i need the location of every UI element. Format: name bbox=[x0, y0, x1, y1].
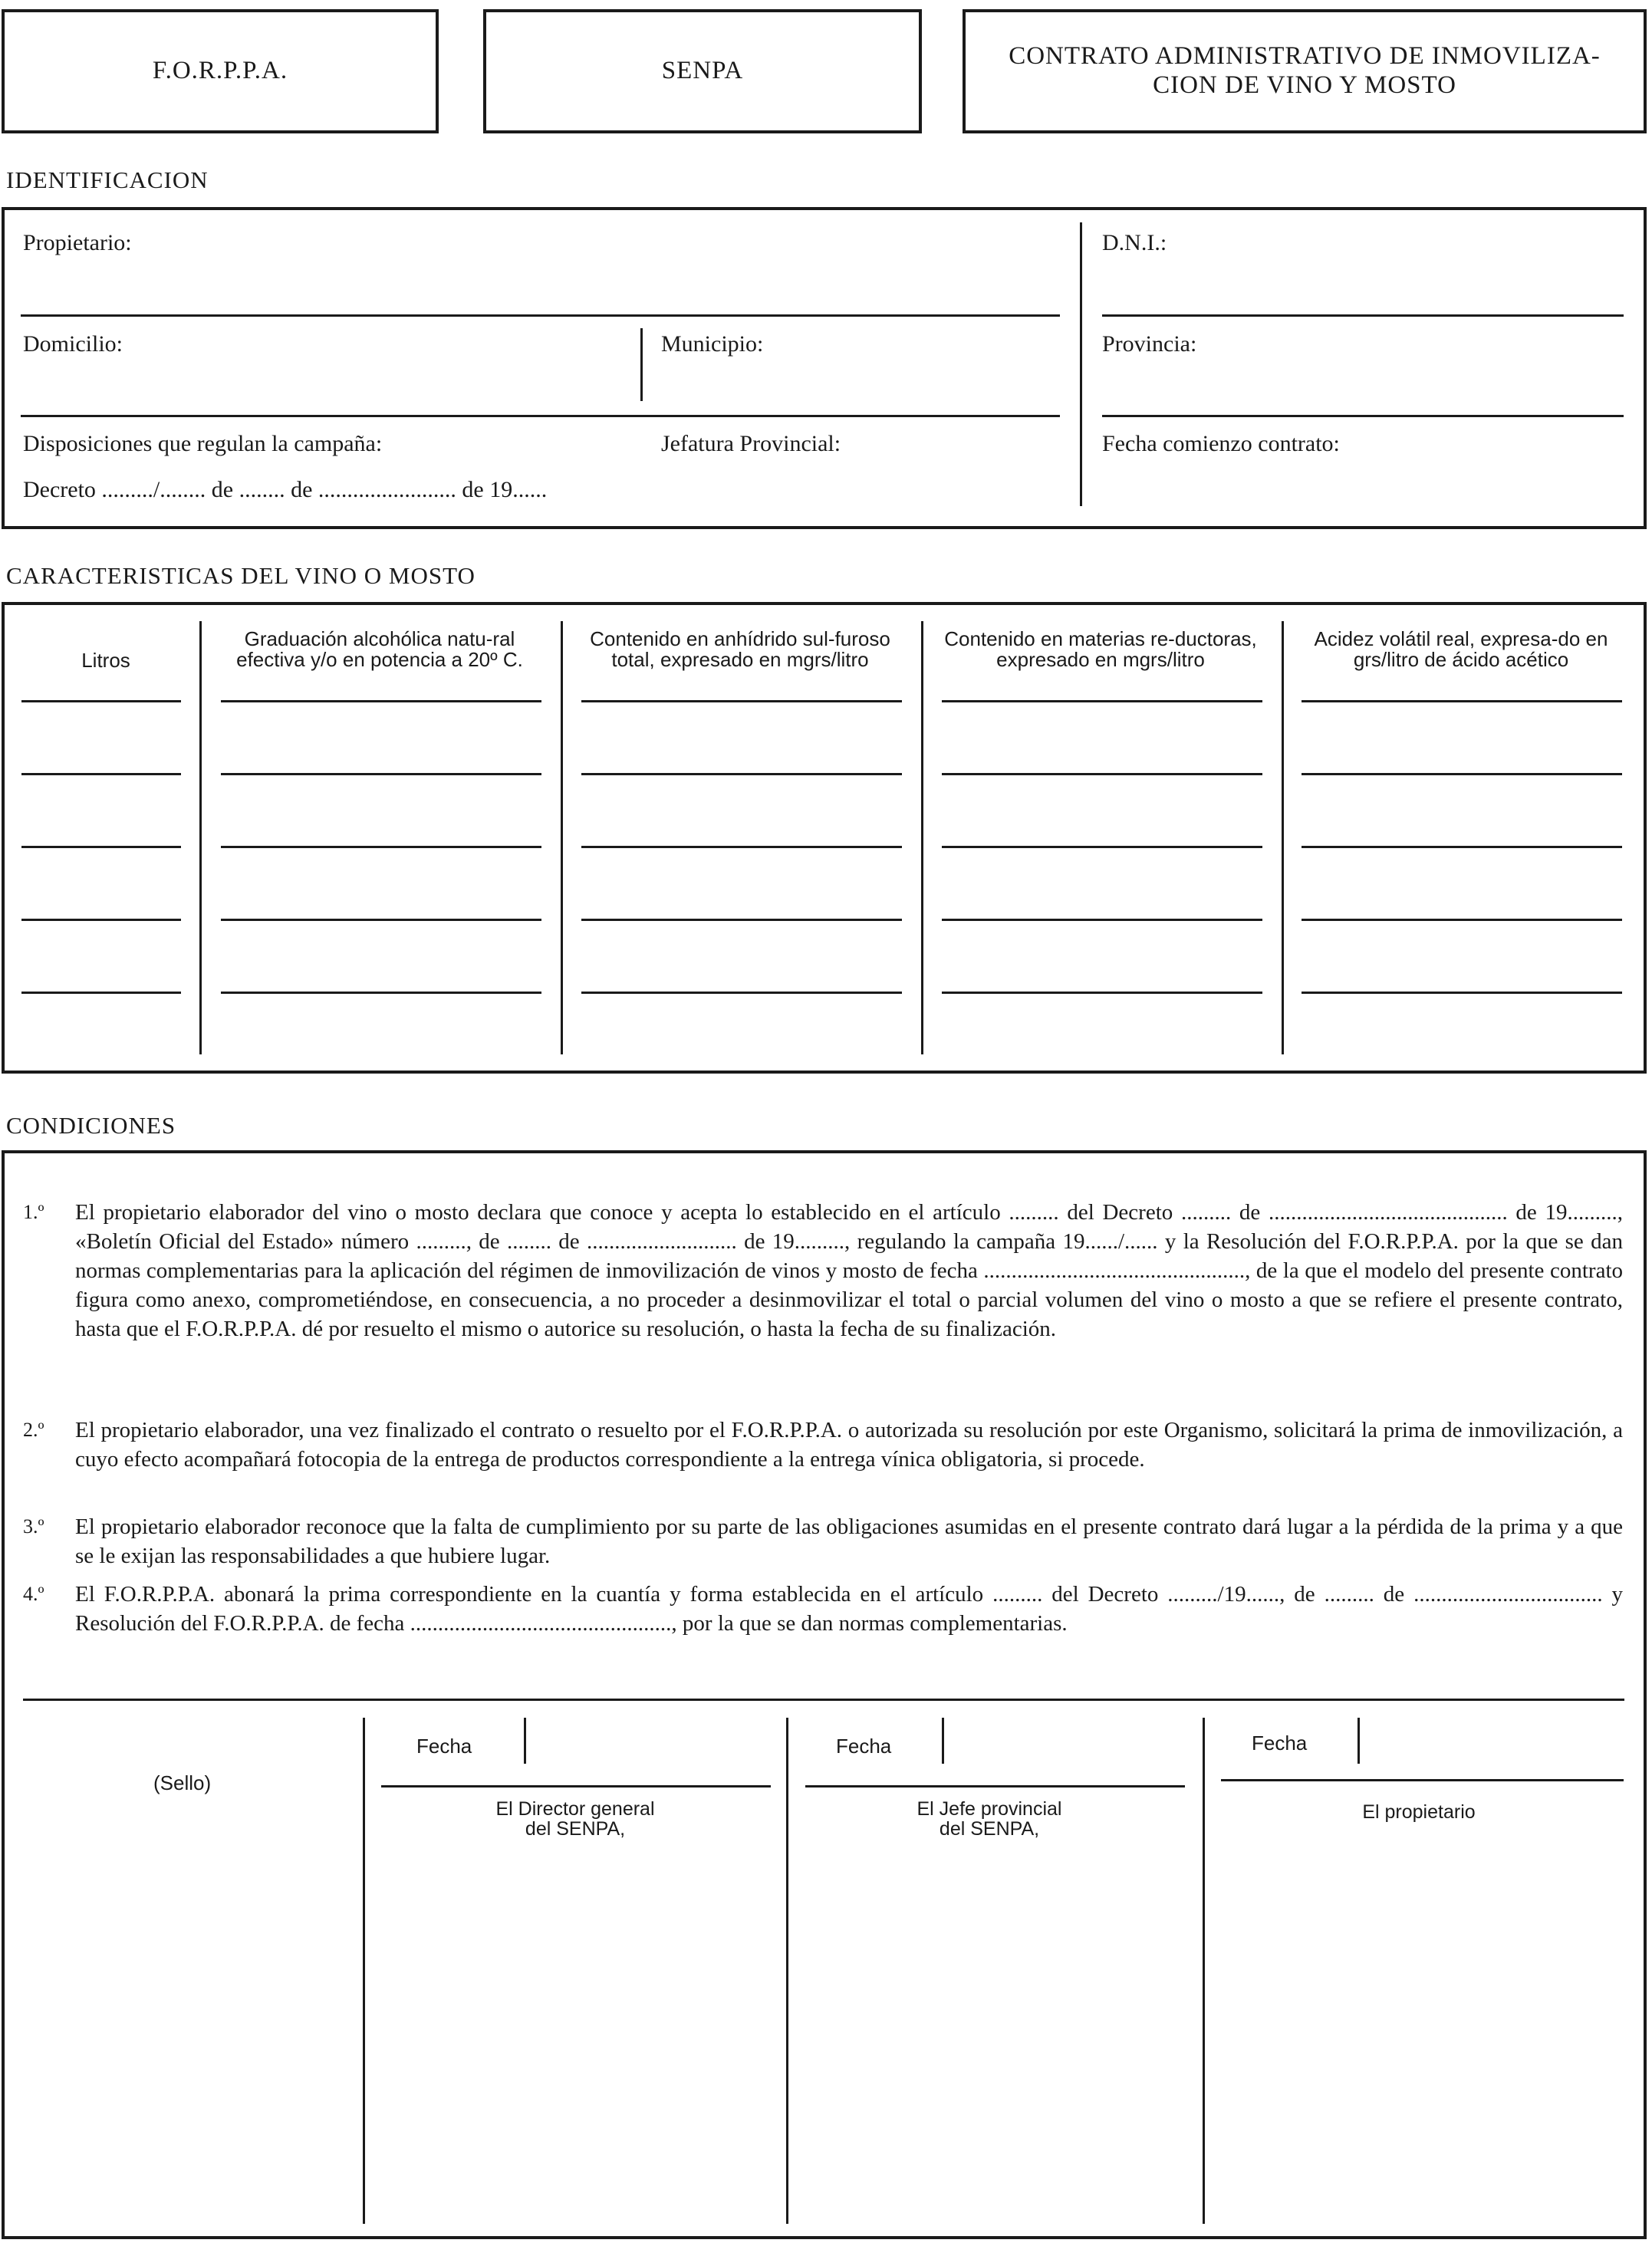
char-row5-acidez[interactable] bbox=[1302, 992, 1622, 994]
jefe-title-line2: del SENPA, bbox=[939, 1818, 1040, 1840]
col-header-graduacion: Graduación alcohólica natu-ral efectiva y/o en potencia a 20º C. bbox=[236, 627, 523, 671]
header-box-senpa bbox=[483, 9, 922, 133]
director-fecha-line[interactable] bbox=[381, 1785, 771, 1787]
caracteristicas-title: CARACTERISTICAS DEL VINO O MOSTO bbox=[6, 562, 476, 589]
propietario-field-line[interactable] bbox=[21, 314, 1060, 317]
signature-area-top-rule bbox=[23, 1699, 1624, 1701]
director-signature-label bbox=[429, 1799, 721, 1840]
char-row2-materias[interactable] bbox=[942, 773, 1262, 775]
jefe-fecha-tick bbox=[942, 1718, 944, 1764]
char-col-divider-4 bbox=[1282, 621, 1284, 1054]
jefe-fecha-line[interactable] bbox=[805, 1785, 1185, 1787]
dni-label: D.N.I.: bbox=[1102, 230, 1167, 255]
municipio-label: Municipio: bbox=[661, 331, 764, 357]
sello-label: (Sello) bbox=[153, 1771, 212, 1794]
director-fecha-label: Fecha bbox=[416, 1735, 472, 1758]
condition-2-number: 2.º bbox=[23, 1419, 44, 1441]
char-row5-graduacion[interactable] bbox=[221, 992, 541, 994]
condition-3-number: 3.º bbox=[23, 1515, 44, 1538]
domicilio-field-line[interactable] bbox=[21, 415, 1060, 417]
provincia-label: Provincia: bbox=[1102, 331, 1197, 357]
condition-2-text: El propietario elaborador, una vez finalizado el contrato o resuelto por el F.O.R.P.P.A. o autorizada su resolución por este Organismo, solicitará la prima de inmovilización, a cuyo efecto acompañará fotocopia de la entrega de productos correspondiente a la entrega vínica obligatoria, si procede. bbox=[75, 1418, 1623, 1472]
char-row4-acidez[interactable] bbox=[1302, 919, 1622, 921]
provincia-field-line[interactable] bbox=[1102, 415, 1624, 417]
col-header-anhidrido: Contenido en anhídrido sul-furoso total, expresado en mgrs/litro bbox=[590, 627, 890, 671]
header-contrato-line2: CION DE VINO Y MOSTO bbox=[1153, 71, 1456, 99]
signature-divider-1 bbox=[363, 1718, 365, 2224]
char-row4-anhidrido[interactable] bbox=[581, 919, 902, 921]
director-title-line2: del SENPA, bbox=[525, 1818, 626, 1840]
condition-1-text: El propietario elaborador del vino o mosto declara que conoce y acepta lo establecido en el artículo ......... del Decreto ......... de ........................................... de 19........., «Boletín Oficial del Estado» número ........., de ........ de ........................... de 19........., regulando la campaña 19....../...... y la Resolución del F.O.R.P.P.A. por la que se dan normas complementarias para la aplicación del régimen de inmovilización de vinos y mosto de fecha ..............................................., de la que el modelo del presente contrato figura como anexo, comprometiéndose, en consecuencia, a no proceder a desinmovilizar el total o parcial volumen del vino o mosto a que se refiere el presente contrato, hasta que el F.O.R.P.P.A. dé por resuelto el mismo o autorice su resolución, o hasta la fecha de su finalización. bbox=[75, 1200, 1623, 1341]
char-row4-litros[interactable] bbox=[21, 919, 181, 921]
identificacion-column-divider bbox=[1080, 222, 1082, 506]
header-senpa-label: SENPA bbox=[661, 57, 744, 85]
header-box-forppa bbox=[2, 9, 439, 133]
propietario-label: Propietario: bbox=[23, 230, 132, 255]
director-fecha-tick bbox=[524, 1718, 526, 1764]
propietario-fecha-tick bbox=[1357, 1718, 1360, 1764]
identificacion-title: IDENTIFICACION bbox=[6, 166, 209, 193]
jefe-fecha-label: Fecha bbox=[836, 1735, 892, 1758]
condition-1-number: 1.º bbox=[23, 1201, 44, 1223]
col-header-acidez: Acidez volátil real, expresa-do en grs/litro de ácido acético bbox=[1314, 627, 1608, 671]
dni-field-line[interactable] bbox=[1102, 314, 1624, 317]
jefe-title-line1: El Jefe provincial bbox=[916, 1798, 1062, 1820]
char-row1-anhidrido[interactable] bbox=[581, 700, 902, 702]
decreto-line[interactable]: Decreto ........./........ de ........ de ........................ de 19...... bbox=[23, 477, 548, 502]
char-row5-anhidrido[interactable] bbox=[581, 992, 902, 994]
fecha-comienzo-label: Fecha comienzo contrato: bbox=[1102, 431, 1340, 456]
jefatura-label: Jefatura Provincial: bbox=[661, 431, 841, 456]
condition-4-text: El F.O.R.P.P.A. abonará la prima correspondiente en la cuantía y forma establecida en el artículo ......... del Decreto ........./19......, de ......... de .................................. y Resolución del F.O.R.P.P.A. de fecha ..............................................., por la que se dan normas complementarias. bbox=[75, 1582, 1623, 1636]
condition-3-text: El propietario elaborador reconoce que la falta de cumplimiento por su parte de las obligaciones asumidas en el presente contrato dará lugar a la pérdida de la prima y a que se le exijan las responsabilidades a que hubiere lugar. bbox=[75, 1515, 1623, 1568]
char-row1-materias[interactable] bbox=[942, 700, 1262, 702]
condiciones-title: CONDICIONES bbox=[6, 1112, 176, 1139]
char-row2-graduacion[interactable] bbox=[221, 773, 541, 775]
char-col-divider-3 bbox=[921, 621, 923, 1054]
header-box-contrato bbox=[963, 9, 1647, 133]
caracteristicas-box bbox=[2, 602, 1647, 1074]
char-row3-materias[interactable] bbox=[942, 846, 1262, 848]
signature-divider-2 bbox=[786, 1718, 788, 2224]
col-header-litros: Litros bbox=[81, 649, 130, 672]
propietario-fecha-line[interactable] bbox=[1221, 1779, 1624, 1781]
char-row2-anhidrido[interactable] bbox=[581, 773, 902, 775]
char-row1-litros[interactable] bbox=[21, 700, 181, 702]
header-contrato-line1: CONTRATO ADMINISTRATIVO DE INMOVILIZA- bbox=[1009, 42, 1601, 71]
propietario-signature-label: El propietario bbox=[1362, 1801, 1476, 1823]
col-header-materias: Contenido en materias re-ductoras, expresado en mgrs/litro bbox=[944, 627, 1257, 671]
propietario-fecha-label: Fecha bbox=[1252, 1732, 1308, 1755]
char-col-divider-1 bbox=[199, 621, 202, 1054]
char-col-divider-2 bbox=[561, 621, 563, 1054]
jefe-signature-label bbox=[844, 1799, 1135, 1840]
char-row4-materias[interactable] bbox=[942, 919, 1262, 921]
char-row5-litros[interactable] bbox=[21, 992, 181, 994]
director-title-line1: El Director general bbox=[495, 1798, 655, 1820]
char-row3-graduacion[interactable] bbox=[221, 846, 541, 848]
domicilio-municipio-divider bbox=[640, 328, 643, 401]
char-row3-anhidrido[interactable] bbox=[581, 846, 902, 848]
char-row3-litros[interactable] bbox=[21, 846, 181, 848]
signature-divider-3 bbox=[1203, 1718, 1205, 2224]
char-row1-graduacion[interactable] bbox=[221, 700, 541, 702]
condition-4-number: 4.º bbox=[23, 1583, 44, 1605]
char-row1-acidez[interactable] bbox=[1302, 700, 1622, 702]
char-row2-acidez[interactable] bbox=[1302, 773, 1622, 775]
header-forppa-label: F.O.R.P.P.A. bbox=[152, 57, 288, 85]
domicilio-label: Domicilio: bbox=[23, 331, 123, 357]
char-row4-graduacion[interactable] bbox=[221, 919, 541, 921]
char-row3-acidez[interactable] bbox=[1302, 846, 1622, 848]
disposiciones-label: Disposiciones que regulan la campaña: bbox=[23, 431, 383, 456]
char-row5-materias[interactable] bbox=[942, 992, 1262, 994]
char-row2-litros[interactable] bbox=[21, 773, 181, 775]
